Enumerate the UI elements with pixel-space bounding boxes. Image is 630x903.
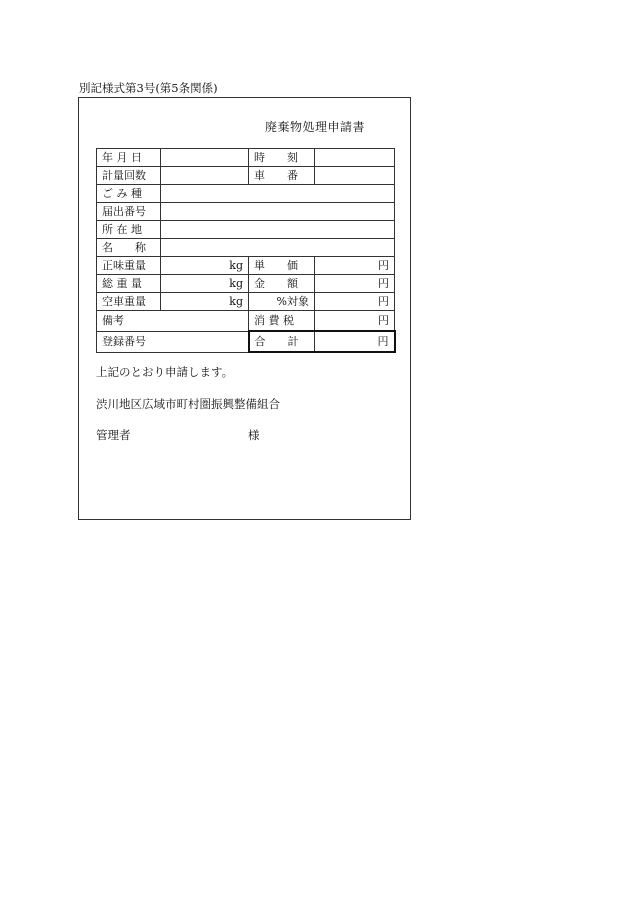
manager-label: 管理者 [96,428,131,442]
percent-field[interactable] [315,293,395,311]
table-row [97,257,395,275]
count-field[interactable] [161,167,249,185]
percent-label: %対象 [249,293,315,311]
document-title: 廃棄物処理申請書 [264,120,365,134]
count-label: 計量回数 [97,167,161,185]
sum-field[interactable] [315,331,395,352]
table-row [97,185,395,203]
table-row [97,239,395,257]
reg-number-label: 届出番号 [97,203,161,221]
name-field[interactable] [161,239,395,257]
tax-field[interactable] [315,311,395,332]
registration-label: 登録番号 [102,335,146,348]
empty-weight-field[interactable] [161,293,249,311]
table-row [97,149,395,167]
waste-type-label: ご み 種 [97,185,161,203]
amount-field[interactable] [315,275,395,293]
table-row [97,311,395,332]
total-weight-label: 総 重 量 [97,275,161,293]
yen-unit: 円 [378,259,389,272]
address-label: 所 在 地 [97,221,161,239]
unit-price-field[interactable] [315,257,395,275]
remarks-cell[interactable] [97,311,249,332]
table-row [97,293,395,311]
address-field[interactable] [161,221,395,239]
tax-label: 消 費 税 [249,311,315,332]
waste-type-field[interactable] [161,185,395,203]
kg-unit: kg [229,259,243,272]
application-form-table [96,148,396,353]
net-weight-field[interactable] [161,257,249,275]
reg-number-field[interactable] [161,203,395,221]
organization-name: 渋川地区広域市町村圏振興整備組合 [96,397,280,411]
table-row [97,167,395,185]
form-caption: 別記様式第3号(第5条関係) [79,81,218,95]
statement-text: 上記のとおり申請します。 [96,365,234,379]
yen-unit: 円 [378,277,389,290]
remarks-label: 備考 [102,314,124,328]
table-row [97,221,395,239]
yen-unit: 円 [378,295,389,308]
total-weight-field[interactable] [161,275,249,293]
table-row [97,331,395,352]
registration-cell[interactable] [97,331,249,352]
sum-label: 合 計 [249,331,315,352]
unit-price-label: 単 価 [249,257,315,275]
honorific-text: 様 [248,428,260,442]
name-label: 名 称 [97,239,161,257]
table-row [97,275,395,293]
empty-weight-label: 空車重量 [97,293,161,311]
yen-unit: 円 [378,314,389,327]
kg-unit: kg [229,277,243,290]
amount-label: 金 額 [249,275,315,293]
vehicle-field[interactable] [315,167,395,185]
time-field[interactable] [315,149,395,167]
net-weight-label: 正味重量 [97,257,161,275]
time-label: 時 刻 [249,149,315,167]
kg-unit: kg [229,295,243,308]
table-row [97,203,395,221]
yen-unit: 円 [377,335,389,348]
date-field[interactable] [161,149,249,167]
vehicle-label: 車 番 [249,167,315,185]
date-label: 年 月 日 [97,149,161,167]
